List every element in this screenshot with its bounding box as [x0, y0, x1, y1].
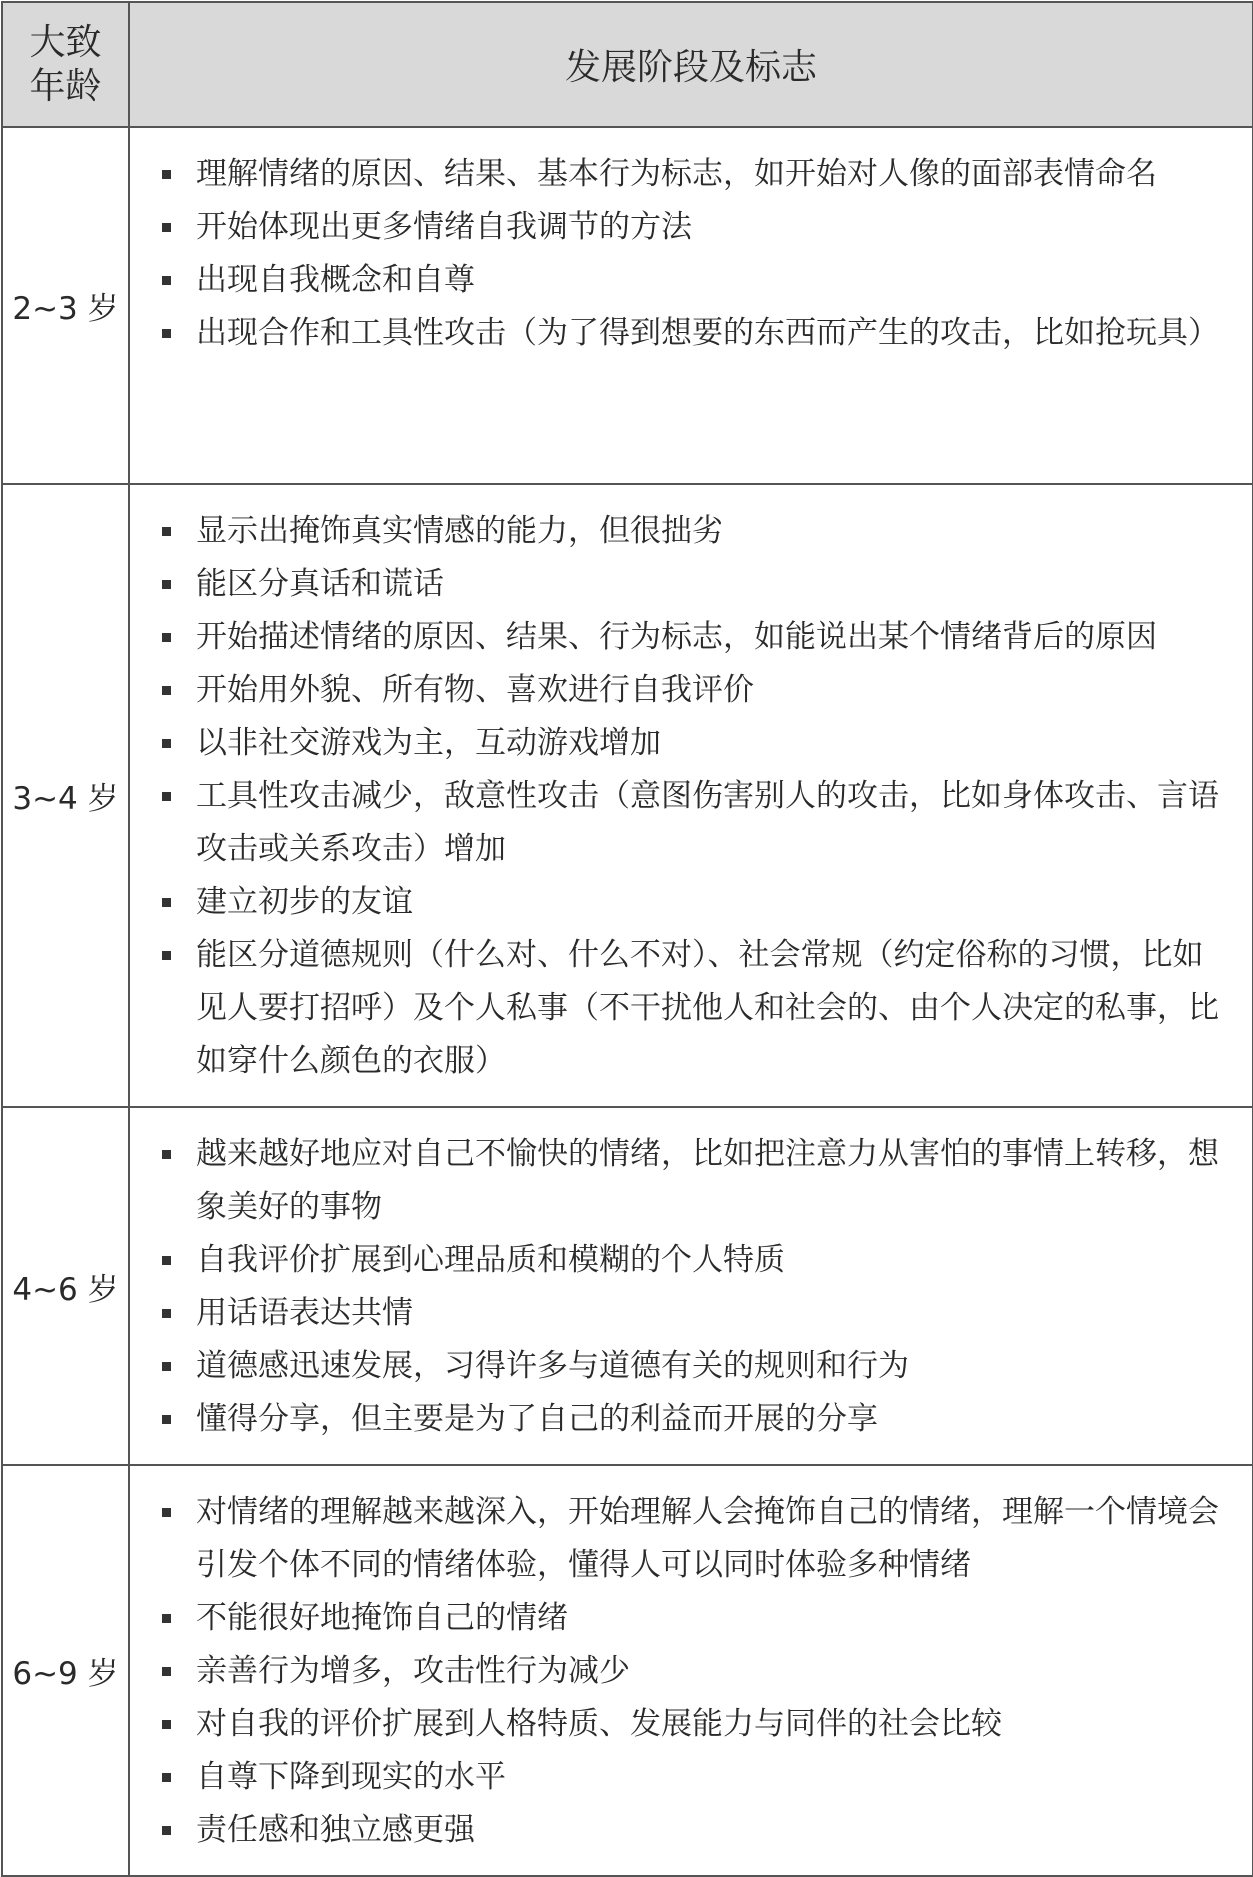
table-row: [2, 1465, 1253, 1876]
list-item: 对情绪的理解越来越深入，开始理解人会掩饰自己的情绪，理解一个情境会引发个体不同的情绪体验，懂得人可以同时体验多种情绪: [162, 1486, 1232, 1592]
list-item: 用话语表达共情: [162, 1287, 1232, 1340]
list-item: 开始描述情绪的原因、结果、行为标志，如能说出某个情绪背后的原因: [162, 611, 1232, 664]
stage-cell: [129, 1107, 1253, 1465]
age-cell: 2~3 岁: [2, 127, 129, 484]
list-item: 显示出掩饰真实情感的能力，但很拙劣: [162, 505, 1232, 558]
stage-list: [130, 485, 1252, 1106]
table-row: [2, 484, 1253, 1107]
stage-cell: [129, 1465, 1253, 1876]
table-row: [2, 127, 1253, 484]
list-item: 理解情绪的原因、结果、基本行为标志，如开始对人像的面部表情命名: [162, 148, 1232, 201]
stage-cell: [129, 127, 1253, 484]
stage-header-label: 发展阶段及标志: [564, 47, 817, 88]
list-item: 懂得分享，但主要是为了自己的利益而开展的分享: [162, 1393, 1232, 1446]
stage-cell: [129, 484, 1253, 1107]
list-item: 越来越好地应对自己不愉快的情绪，比如把注意力从害怕的事情上转移，想象美好的事物: [162, 1128, 1232, 1234]
list-item: 能区分真话和谎话: [162, 558, 1232, 611]
age-column-header: [2, 2, 129, 127]
table-row: [2, 1107, 1253, 1465]
stage-list: [130, 1466, 1252, 1875]
list-item: 对自我的评价扩展到人格特质、发展能力与同伴的社会比较: [162, 1698, 1232, 1751]
list-item: 建立初步的友谊: [162, 876, 1232, 929]
list-item: 开始用外貌、所有物、喜欢进行自我评价: [162, 664, 1232, 717]
stage-list: [130, 1108, 1252, 1464]
stage-list: [130, 128, 1252, 378]
stage-column-header: [129, 2, 1253, 127]
age-cell: 3~4 岁: [2, 484, 129, 1107]
list-item: 工具性攻击减少，敌意性攻击（意图伤害别人的攻击，比如身体攻击、言语攻击或关系攻击）增加: [162, 770, 1232, 876]
list-item: 自尊下降到现实的水平: [162, 1751, 1232, 1804]
list-item: 自我评价扩展到心理品质和模糊的个人特质: [162, 1234, 1232, 1287]
development-stage-table: [1, 1, 1253, 1877]
list-item: 能区分道德规则（什么对、什么不对）、社会常规（约定俗称的习惯，比如见人要打招呼）及个人私事（不干扰他人和社会的、由个人决定的私事，比如穿什么颜色的衣服）: [162, 929, 1232, 1088]
list-item: 道德感迅速发展，习得许多与道德有关的规则和行为: [162, 1340, 1232, 1393]
age-cell: 6~9 岁: [2, 1465, 129, 1876]
list-item: 以非社交游戏为主，互动游戏增加: [162, 717, 1232, 770]
age-header-line-2: 年龄: [29, 65, 102, 107]
table-header-row: [2, 2, 1253, 127]
list-item: 出现合作和工具性攻击（为了得到想要的东西而产生的攻击，比如抢玩具）: [162, 307, 1232, 360]
list-item: 亲善行为增多，攻击性行为减少: [162, 1645, 1232, 1698]
list-item: 不能很好地掩饰自己的情绪: [162, 1592, 1232, 1645]
list-item: 开始体现出更多情绪自我调节的方法: [162, 201, 1232, 254]
list-item: 责任感和独立感更强: [162, 1804, 1232, 1857]
age-cell: 4~6 岁: [2, 1107, 129, 1465]
list-item: 出现自我概念和自尊: [162, 254, 1232, 307]
age-header-line-1: 大致: [29, 21, 102, 63]
